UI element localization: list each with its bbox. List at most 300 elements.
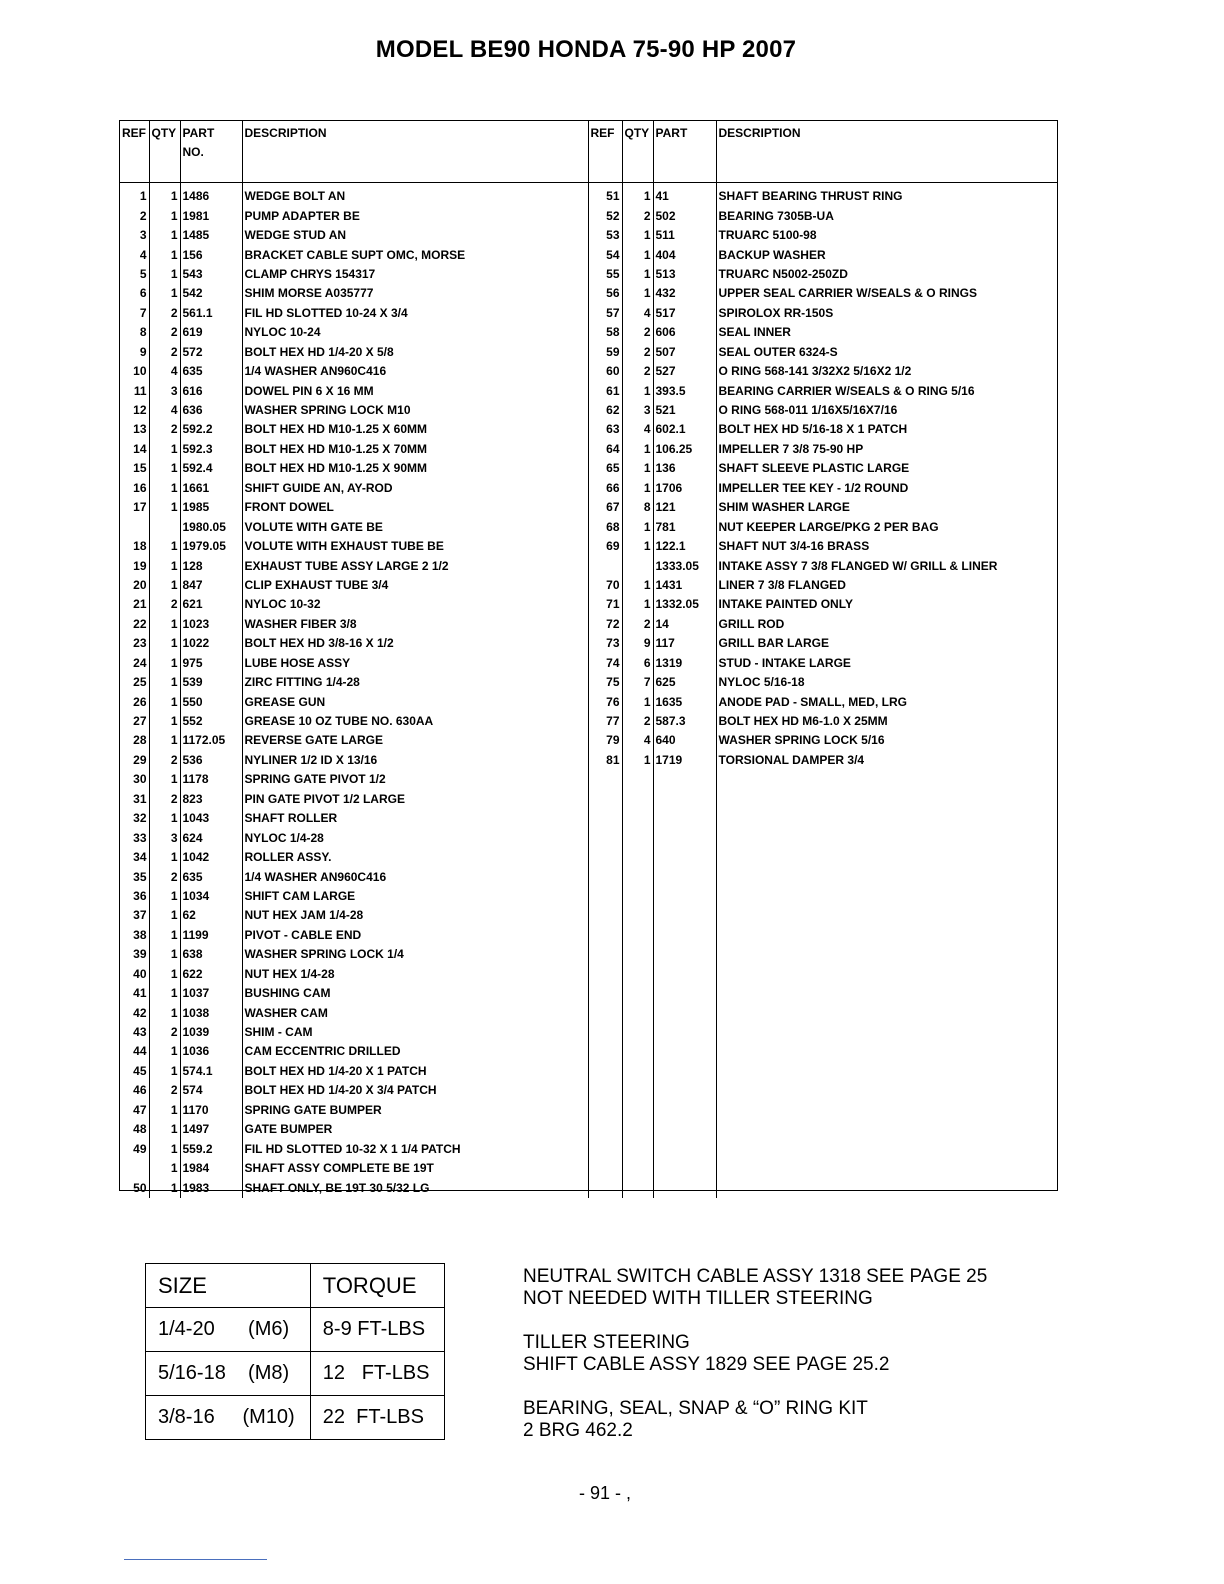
qty-cell [622, 809, 653, 828]
ref-cell [588, 1101, 622, 1120]
qty-cell [622, 1081, 653, 1100]
description-cell [716, 848, 1057, 867]
torque-size: 3/8-16 (M10) [146, 1396, 311, 1440]
ref-cell [588, 1042, 622, 1061]
qty-cell: 2 [149, 343, 180, 362]
part-no-cell: 1332.05 [653, 595, 716, 614]
ref-cell: 13 [133, 422, 147, 437]
description-cell: REVERSE GATE LARGE [242, 731, 588, 750]
ref-cell: 28 [133, 733, 147, 748]
ref-cell: 67 [588, 498, 622, 517]
description-cell: WEDGE STUD AN [242, 226, 588, 245]
qty-cell: 4 [622, 304, 653, 323]
ref-cell: 77 [588, 712, 622, 731]
qty-cell: 7 [622, 673, 653, 692]
ref-cell: 6 [139, 286, 147, 301]
qty-cell: 1 [149, 654, 180, 673]
description-cell: BOLT HEX HD 1/4-20 X 3/4 PATCH [242, 1081, 588, 1100]
qty-cell: 1 [149, 926, 180, 945]
part-no-cell: 136 [653, 459, 716, 478]
part-no-cell: 156 [180, 245, 242, 264]
description-cell [716, 926, 1057, 945]
qty-cell: 1 [622, 517, 653, 536]
part-no-cell: 592.2 [180, 420, 242, 439]
parts-row [120, 440, 1057, 459]
part-no-cell: 635 [180, 362, 242, 381]
description-cell: SHIM - CAM [242, 1023, 588, 1042]
ref-cell [588, 1081, 622, 1100]
description-cell: UPPER SEAL CARRIER W/SEALS & O RINGS [716, 284, 1057, 303]
qty-cell [622, 1101, 653, 1120]
part-no-cell: 1497 [180, 1120, 242, 1139]
qty-cell: 1 [149, 945, 180, 964]
qty-cell: 2 [149, 304, 180, 323]
part-no-cell: 432 [653, 284, 716, 303]
qty-cell: 1 [622, 537, 653, 556]
qty-cell: 2 [149, 1081, 180, 1100]
ref-cell: 17 [133, 500, 147, 515]
description-cell [716, 1062, 1057, 1081]
ref-cell: 32 [133, 811, 147, 826]
description-cell: PIVOT - CABLE END [242, 926, 588, 945]
part-no-cell: 592.4 [180, 459, 242, 478]
part-no-cell: 847 [180, 576, 242, 595]
part-no-cell [653, 1062, 716, 1081]
qty-cell: 1 [622, 187, 653, 206]
parts-row [120, 692, 1057, 711]
ref-header-2: REF [588, 121, 622, 183]
size-header: SIZE [146, 1264, 311, 1308]
ref-cell: 66 [588, 479, 622, 498]
ref-cell: 47 [133, 1102, 147, 1117]
qty-cell: 1 [622, 226, 653, 245]
ref-cell: 2 [139, 208, 147, 223]
parts-row [120, 906, 1057, 925]
description-cell: ZIRC FITTING 1/4-28 [242, 673, 588, 692]
description-cell: NUT HEX JAM 1/4-28 [242, 906, 588, 925]
parts-table-header [120, 121, 1057, 183]
description-cell [716, 1003, 1057, 1022]
qty-cell: 1 [622, 479, 653, 498]
qty-cell: 1 [622, 576, 653, 595]
ref-cell: 71 [588, 595, 622, 614]
qty-cell [622, 945, 653, 964]
ref-cell: 76 [588, 692, 622, 711]
part-no-cell [653, 1120, 716, 1139]
qty-cell: 1 [149, 1139, 180, 1158]
part-no-cell [653, 1178, 716, 1197]
qty-cell: 1 [149, 1178, 180, 1197]
parts-row [120, 615, 1057, 634]
description-cell: GRILL ROD [716, 615, 1057, 634]
part-no-cell: 1635 [653, 692, 716, 711]
qty-cell: 1 [149, 245, 180, 264]
description-cell: BEARING CARRIER W/SEALS & O RING 5/16 [716, 381, 1057, 400]
ref-cell: 62 [588, 401, 622, 420]
ref-cell: 10 [133, 364, 147, 379]
qty-cell: 1 [149, 187, 180, 206]
part-no-cell [653, 1023, 716, 1042]
parts-row [120, 381, 1057, 400]
qty-cell [622, 965, 653, 984]
description-cell: WASHER CAM [242, 1003, 588, 1022]
ref-cell: 19 [133, 558, 147, 573]
part-no-cell: 574 [180, 1081, 242, 1100]
ref-cell: 36 [133, 888, 147, 903]
ref-cell: 24 [133, 655, 147, 670]
part-no-cell: 572 [180, 343, 242, 362]
qty-cell: 2 [622, 343, 653, 362]
parts-row [120, 809, 1057, 828]
qty-cell: 1 [149, 576, 180, 595]
qty-header-2: QTY [622, 121, 653, 183]
parts-row [120, 595, 1057, 614]
part-no-cell: 1319 [653, 654, 716, 673]
qty-cell: 1 [149, 498, 180, 517]
parts-row [120, 1003, 1057, 1022]
description-cell: SHAFT ROLLER [242, 809, 588, 828]
parts-table [119, 120, 1058, 1195]
ref-cell: 22 [133, 616, 147, 631]
parts-row [120, 848, 1057, 867]
part-no-cell [653, 1042, 716, 1061]
ref-cell: 79 [588, 731, 622, 750]
part-no-cell: 1485 [180, 226, 242, 245]
torque-row [146, 1308, 445, 1352]
qty-cell: 9 [622, 634, 653, 653]
parts-row [120, 206, 1057, 225]
ref-cell: 23 [133, 636, 147, 651]
part-no-cell: 552 [180, 712, 242, 731]
part-no-cell: 638 [180, 945, 242, 964]
description-cell: TORSIONAL DAMPER 3/4 [716, 751, 1057, 770]
ref-cell: 60 [588, 362, 622, 381]
parts-row [120, 401, 1057, 420]
description-cell: BOLT HEX HD 5/16-18 X 1 PATCH [716, 420, 1057, 439]
qty-cell: 2 [622, 712, 653, 731]
qty-cell [622, 1023, 653, 1042]
part-no-cell: 1172.05 [180, 731, 242, 750]
ref-cell: 68 [588, 517, 622, 536]
torque-table [145, 1263, 445, 1440]
description-cell [716, 965, 1057, 984]
qty-cell: 6 [622, 654, 653, 673]
part-no-cell: 602.1 [653, 420, 716, 439]
part-no-cell: 1199 [180, 926, 242, 945]
ref-cell: 35 [133, 869, 147, 884]
qty-cell [622, 1159, 653, 1178]
qty-cell: 1 [149, 906, 180, 925]
description-cell [716, 1101, 1057, 1120]
parts-row [120, 284, 1057, 303]
parts-row [120, 537, 1057, 556]
ref-cell [588, 1178, 622, 1197]
parts-row [120, 226, 1057, 245]
part-no-cell: 536 [180, 751, 242, 770]
torque-row [146, 1396, 445, 1440]
part-no-cell: 1039 [180, 1023, 242, 1042]
part-no-cell [653, 965, 716, 984]
qty-cell: 1 [149, 556, 180, 575]
qty-cell: 1 [149, 1062, 180, 1081]
qty-cell [622, 828, 653, 847]
qty-cell [622, 848, 653, 867]
part-no-cell [653, 790, 716, 809]
qty-cell: 1 [149, 887, 180, 906]
ref-cell: 43 [133, 1025, 147, 1040]
part-no-cell: 1038 [180, 1003, 242, 1022]
part-no-cell: 635 [180, 867, 242, 886]
description-cell: NYLOC 10-32 [242, 595, 588, 614]
part-no-cell: 121 [653, 498, 716, 517]
description-cell: CLAMP CHRYS 154317 [242, 265, 588, 284]
ref-cell: 11 [133, 383, 147, 398]
description-cell: CLIP EXHAUST TUBE 3/4 [242, 576, 588, 595]
description-cell: 1/4 WASHER AN960C416 [242, 867, 588, 886]
part-no-cell: 513 [653, 265, 716, 284]
ref-cell [120, 1159, 149, 1178]
torque-value: 12 FT-LBS [310, 1352, 444, 1396]
part-no-cell [653, 848, 716, 867]
ref-cell: 56 [588, 284, 622, 303]
qty-cell: 2 [149, 751, 180, 770]
part-no-cell [653, 1003, 716, 1022]
ref-cell [120, 517, 149, 536]
qty-cell: 8 [622, 498, 653, 517]
qty-cell [622, 906, 653, 925]
part-no-cell: 117 [653, 634, 716, 653]
part-no-cell: 62 [180, 906, 242, 925]
ref-cell [588, 1120, 622, 1139]
ref-cell: 58 [588, 323, 622, 342]
description-cell: INTAKE PAINTED ONLY [716, 595, 1057, 614]
description-cell: SHAFT ASSY COMPLETE BE 19T [242, 1159, 588, 1178]
description-cell: LINER 7 3/8 FLANGED [716, 576, 1057, 595]
ref-cell: 3 [139, 228, 147, 243]
ref-cell: 8 [139, 325, 147, 340]
ref-cell: 54 [588, 245, 622, 264]
description-cell: NUT HEX 1/4-28 [242, 965, 588, 984]
ref-cell: 37 [133, 908, 147, 923]
ref-cell [588, 887, 622, 906]
description-cell: O RING 568-011 1/16X5/16X7/16 [716, 401, 1057, 420]
qty-cell: 3 [622, 401, 653, 420]
qty-cell: 4 [622, 420, 653, 439]
qty-cell: 1 [149, 1101, 180, 1120]
parts-row [120, 517, 1057, 536]
description-cell [716, 1178, 1057, 1197]
ref-cell [588, 867, 622, 886]
ref-cell [588, 809, 622, 828]
ref-cell: 4 [139, 247, 147, 262]
parts-row [120, 887, 1057, 906]
ref-cell: 70 [588, 576, 622, 595]
qty-cell: 3 [149, 381, 180, 400]
description-cell: BOLT HEX HD 3/8-16 X 1/2 [242, 634, 588, 653]
part-no-cell: 1661 [180, 479, 242, 498]
parts-row [120, 654, 1057, 673]
description-cell: DOWEL PIN 6 X 16 MM [242, 381, 588, 400]
qty-cell: 1 [149, 809, 180, 828]
qty-cell [622, 1062, 653, 1081]
description-cell: WASHER FIBER 3/8 [242, 615, 588, 634]
description-cell: WASHER SPRING LOCK M10 [242, 401, 588, 420]
torque-header-row [146, 1264, 445, 1308]
part-no-header: PART NO. [180, 121, 242, 183]
part-no-cell: 41 [653, 187, 716, 206]
qty-header: QTY [149, 121, 180, 183]
qty-cell [622, 887, 653, 906]
parts-row [120, 1159, 1057, 1178]
part-no-cell: 606 [653, 323, 716, 342]
ref-cell: 69 [588, 537, 622, 556]
description-cell [716, 1139, 1057, 1158]
description-cell: PIN GATE PIVOT 1/2 LARGE [242, 790, 588, 809]
parts-row [120, 1139, 1057, 1158]
parts-row [120, 1081, 1057, 1100]
description-cell: NYLINER 1/2 ID X 13/16 [242, 751, 588, 770]
description-cell: SHAFT SLEEVE PLASTIC LARGE [716, 459, 1057, 478]
ref-cell [588, 1139, 622, 1158]
qty-cell [622, 1003, 653, 1022]
qty-cell: 1 [622, 459, 653, 478]
description-header: DESCRIPTION [242, 121, 588, 183]
qty-cell [622, 770, 653, 789]
description-cell: GREASE 10 OZ TUBE NO. 630AA [242, 712, 588, 731]
part-no-cell: 559.2 [180, 1139, 242, 1158]
part-no-cell: 1980.05 [180, 517, 242, 536]
part-no-cell [653, 945, 716, 964]
description-cell: SHAFT ONLY, BE 19T 30 5/32 LG [242, 1178, 588, 1197]
part-no-cell: 1037 [180, 984, 242, 1003]
qty-cell: 2 [149, 420, 180, 439]
description-cell: STUD - INTAKE LARGE [716, 654, 1057, 673]
parts-row [120, 731, 1057, 750]
description-cell: INTAKE ASSY 7 3/8 FLANGED W/ GRILL & LINER [716, 556, 1057, 575]
part-no-cell: 1979.05 [180, 537, 242, 556]
part-no-cell: 624 [180, 828, 242, 847]
ref-cell: 57 [588, 304, 622, 323]
qty-cell [622, 867, 653, 886]
part-no-cell [653, 867, 716, 886]
description-cell [716, 984, 1057, 1003]
qty-cell: 2 [149, 323, 180, 342]
qty-cell: 2 [149, 1023, 180, 1042]
ref-cell: 72 [588, 615, 622, 634]
description-cell [716, 809, 1057, 828]
ref-cell [588, 848, 622, 867]
ref-cell: 33 [133, 830, 147, 845]
qty-cell: 4 [149, 401, 180, 420]
part-no-cell: 404 [653, 245, 716, 264]
ref-cell [588, 1062, 622, 1081]
ref-cell [588, 1023, 622, 1042]
description-cell: WASHER SPRING LOCK 5/16 [716, 731, 1057, 750]
part-no-cell [653, 1159, 716, 1178]
qty-cell [622, 1042, 653, 1061]
part-no-cell: 550 [180, 692, 242, 711]
description-cell: FIL HD SLOTTED 10-24 X 3/4 [242, 304, 588, 323]
qty-cell: 2 [622, 323, 653, 342]
description-cell: SHAFT NUT 3/4-16 BRASS [716, 537, 1057, 556]
qty-cell: 1 [622, 595, 653, 614]
ref-cell [588, 790, 622, 809]
divider-line [124, 1559, 267, 1560]
description-cell: WEDGE BOLT AN [242, 187, 588, 206]
qty-cell: 1 [149, 1159, 180, 1178]
parts-row [120, 1101, 1057, 1120]
ref-cell: 26 [133, 694, 147, 709]
part-no-cell: 511 [653, 226, 716, 245]
part-no-cell: 625 [653, 673, 716, 692]
description-cell [716, 1042, 1057, 1061]
ref-cell: 15 [133, 461, 147, 476]
parts-row [120, 751, 1057, 770]
qty-cell: 1 [149, 965, 180, 984]
qty-cell: 1 [149, 284, 180, 303]
part-no-cell [653, 926, 716, 945]
ref-cell: 27 [133, 714, 147, 729]
qty-cell: 1 [622, 245, 653, 264]
parts-row [120, 265, 1057, 284]
ref-cell: 64 [588, 440, 622, 459]
ref-cell [588, 770, 622, 789]
part-no-cell: 1023 [180, 615, 242, 634]
part-no-cell [653, 770, 716, 789]
description-cell [716, 790, 1057, 809]
parts-row [120, 556, 1057, 575]
description-cell: PUMP ADAPTER BE [242, 206, 588, 225]
parts-row [120, 479, 1057, 498]
ref-cell: 30 [133, 772, 147, 787]
parts-body [120, 183, 1057, 1198]
qty-cell: 1 [622, 692, 653, 711]
qty-cell [622, 1178, 653, 1197]
part-no-cell [653, 809, 716, 828]
torque-value: 22 FT-LBS [310, 1396, 444, 1440]
part-no-cell: 621 [180, 595, 242, 614]
parts-row [120, 459, 1057, 478]
ref-cell: 74 [588, 654, 622, 673]
description-cell: BACKUP WASHER [716, 245, 1057, 264]
description-cell: SHIFT GUIDE AN, AY-ROD [242, 479, 588, 498]
ref-cell: 55 [588, 265, 622, 284]
description-cell [716, 945, 1057, 964]
part-no-cell: 106.25 [653, 440, 716, 459]
description-cell: GRILL BAR LARGE [716, 634, 1057, 653]
qty-cell: 4 [149, 362, 180, 381]
description-cell: SPRING GATE BUMPER [242, 1101, 588, 1120]
ref-cell: 29 [133, 752, 147, 767]
part-no-cell [653, 1101, 716, 1120]
ref-cell: 81 [588, 751, 622, 770]
ref-cell [588, 945, 622, 964]
parts-row [120, 1178, 1057, 1197]
parts-row [120, 343, 1057, 362]
part-no-cell: 1042 [180, 848, 242, 867]
ref-cell: 14 [133, 441, 147, 456]
description-cell [716, 828, 1057, 847]
qty-cell: 2 [622, 362, 653, 381]
torque-size: 5/16-18 (M8) [146, 1352, 311, 1396]
description-cell: BRACKET CABLE SUPT OMC, MORSE [242, 245, 588, 264]
part-no-cell: 561.1 [180, 304, 242, 323]
part-no-cell: 1984 [180, 1159, 242, 1178]
ref-cell: 18 [133, 539, 147, 554]
part-no-cell: 539 [180, 673, 242, 692]
qty-cell [622, 556, 653, 575]
part-no-cell: 122.1 [653, 537, 716, 556]
